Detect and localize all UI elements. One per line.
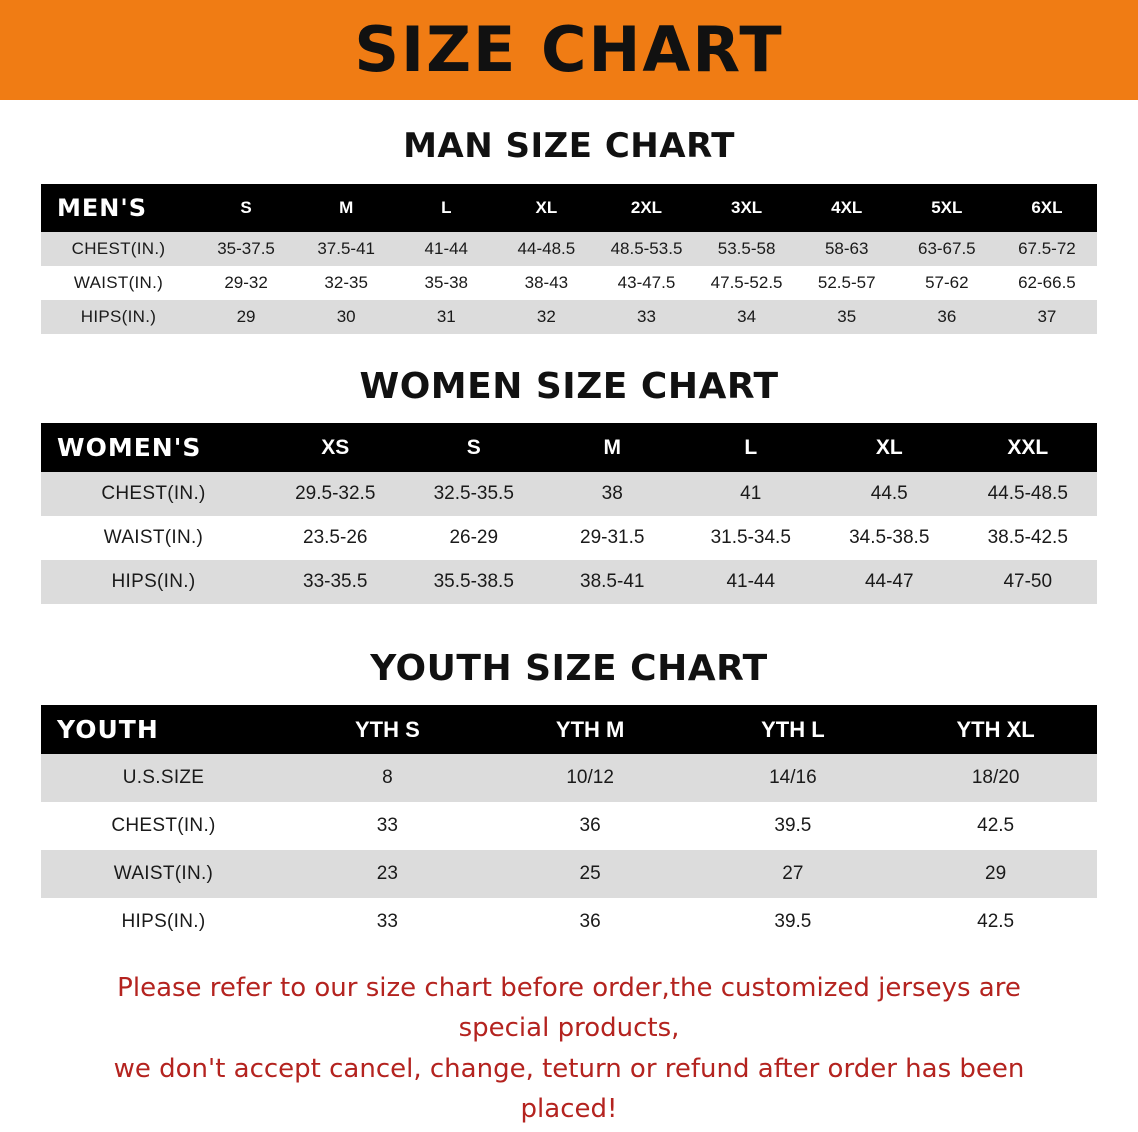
women-cell: 41-44 — [682, 560, 821, 604]
man-cell: 38-43 — [496, 266, 596, 300]
women-table-body — [41, 472, 1097, 604]
women-cell: 29-31.5 — [543, 516, 682, 560]
women-cell: 23.5-26 — [266, 516, 405, 560]
youth-cell: 23 — [286, 850, 489, 898]
youth-cell: 27 — [692, 850, 895, 898]
man-cell: 37.5-41 — [296, 232, 396, 266]
man-cell: 62-66.5 — [997, 266, 1097, 300]
women-table-wrapper — [41, 423, 1097, 604]
women-header-cell: M — [603, 435, 621, 459]
man-header-cell: 6XL — [1031, 198, 1063, 217]
youth-cell: 33 — [286, 898, 489, 946]
youth-header-cell: YTH S — [354, 716, 420, 742]
table-header-row — [41, 705, 1097, 754]
man-cell: 37 — [997, 300, 1097, 334]
youth-table-header — [41, 705, 1097, 754]
women-cell: 33-35.5 — [266, 560, 405, 604]
women-cell: 29.5-32.5 — [266, 472, 405, 516]
women-cell: 35.5-38.5 — [405, 560, 544, 604]
youth-cell: 42.5 — [894, 802, 1097, 850]
table-header-row — [41, 184, 1097, 232]
youth-size-table — [41, 705, 1097, 946]
man-cell: 35-37.5 — [196, 232, 296, 266]
table-row — [41, 516, 1097, 560]
disclaimer-line-1: Please refer to our size chart before order,the customized jerseys are special products, — [117, 973, 1021, 1044]
disclaimer-note — [69, 968, 1069, 1129]
man-header-cell: S — [240, 198, 252, 217]
youth-header-cell: YTH M — [555, 716, 625, 742]
youth-row-label: WAIST(IN.) — [41, 850, 286, 898]
table-row — [41, 472, 1097, 516]
man-cell: 67.5-72 — [997, 232, 1097, 266]
women-cell: 41 — [682, 472, 821, 516]
man-row-label: CHEST(IN.) — [41, 232, 196, 266]
women-cell: 32.5-35.5 — [405, 472, 544, 516]
banner — [0, 0, 1138, 100]
women-cell: 44-47 — [820, 560, 959, 604]
man-cell: 44-48.5 — [496, 232, 596, 266]
man-size-table — [41, 184, 1097, 334]
table-row — [41, 560, 1097, 604]
youth-header-cell: YTH L — [761, 716, 825, 742]
youth-cell: 10/12 — [489, 754, 692, 802]
man-table-wrapper — [41, 184, 1097, 334]
women-cell: 26-29 — [405, 516, 544, 560]
man-cell: 33 — [596, 300, 696, 334]
man-header-cell: M — [339, 198, 354, 217]
youth-table-wrapper — [41, 705, 1097, 946]
youth-cell: 14/16 — [692, 754, 895, 802]
women-header-cell: S — [466, 435, 481, 459]
youth-cell: 33 — [286, 802, 489, 850]
women-cell: 38.5-42.5 — [959, 516, 1098, 560]
man-cell: 52.5-57 — [797, 266, 897, 300]
man-cell: 36 — [897, 300, 997, 334]
women-header-cell: L — [744, 435, 758, 459]
man-cell: 32-35 — [296, 266, 396, 300]
table-row — [41, 300, 1097, 334]
youth-cell: 39.5 — [692, 802, 895, 850]
man-cell: 32 — [496, 300, 596, 334]
women-row-label: WAIST(IN.) — [41, 516, 266, 560]
man-cell: 58-63 — [797, 232, 897, 266]
man-header-cell: XL — [535, 198, 558, 217]
man-cell: 41-44 — [396, 232, 496, 266]
youth-cell: 18/20 — [894, 754, 1097, 802]
youth-cell: 42.5 — [894, 898, 1097, 946]
man-header-cell: 2XL — [630, 198, 663, 217]
women-header-rowlabel: WOMEN'S — [57, 433, 202, 462]
man-row-label: HIPS(IN.) — [41, 300, 196, 334]
man-cell: 48.5-53.5 — [596, 232, 696, 266]
women-cell: 31.5-34.5 — [682, 516, 821, 560]
man-cell: 43-47.5 — [596, 266, 696, 300]
youth-cell: 8 — [286, 754, 489, 802]
women-cell: 38 — [543, 472, 682, 516]
man-cell: 29-32 — [196, 266, 296, 300]
man-cell: 63-67.5 — [897, 232, 997, 266]
man-header-cell: 4XL — [831, 198, 863, 217]
women-row-label: HIPS(IN.) — [41, 560, 266, 604]
table-header-row — [41, 423, 1097, 472]
women-row-label: CHEST(IN.) — [41, 472, 266, 516]
man-header-cell: 3XL — [731, 198, 763, 217]
man-cell: 57-62 — [897, 266, 997, 300]
women-header-cell: XXL — [1007, 435, 1049, 459]
table-row — [41, 266, 1097, 300]
man-row-label: WAIST(IN.) — [41, 266, 196, 300]
women-cell: 47-50 — [959, 560, 1098, 604]
women-cell: 44.5 — [820, 472, 959, 516]
table-row — [41, 232, 1097, 266]
women-cell: 38.5-41 — [543, 560, 682, 604]
man-cell: 30 — [296, 300, 396, 334]
banner-title: SIZE CHART — [354, 13, 784, 86]
youth-cell: 39.5 — [692, 898, 895, 946]
man-cell: 31 — [396, 300, 496, 334]
man-cell: 29 — [196, 300, 296, 334]
youth-table-body — [41, 754, 1097, 946]
man-table-header — [41, 184, 1097, 232]
youth-row-label: CHEST(IN.) — [41, 802, 286, 850]
man-header-rowlabel: MEN'S — [57, 194, 147, 222]
youth-cell: 29 — [894, 850, 1097, 898]
man-table-body — [41, 232, 1097, 334]
man-cell: 34 — [697, 300, 797, 334]
women-header-cell: XL — [875, 435, 903, 459]
women-section-heading: WOMEN SIZE CHART — [359, 366, 779, 407]
table-row — [41, 898, 1097, 946]
disclaimer-line-2: we don't accept cancel, change, teturn or refund after order has been placed! — [113, 1053, 1025, 1124]
women-header-cell: XS — [321, 435, 350, 459]
women-cell: 34.5-38.5 — [820, 516, 959, 560]
man-section-heading: MAN SIZE CHART — [403, 126, 735, 166]
women-cell: 44.5-48.5 — [959, 472, 1098, 516]
table-row — [41, 754, 1097, 802]
man-header-cell: L — [441, 198, 452, 217]
youth-row-label: U.S.SIZE — [41, 754, 286, 802]
man-header-cell: 5XL — [931, 198, 963, 217]
youth-row-label: HIPS(IN.) — [41, 898, 286, 946]
man-cell: 35 — [797, 300, 897, 334]
youth-section-heading: YOUTH SIZE CHART — [370, 648, 768, 689]
man-cell: 35-38 — [396, 266, 496, 300]
man-cell: 47.5-52.5 — [697, 266, 797, 300]
table-row — [41, 850, 1097, 898]
women-table-header — [41, 423, 1097, 472]
youth-header-cell: YTH XL — [956, 716, 1035, 742]
youth-cell: 36 — [489, 802, 692, 850]
man-cell: 53.5-58 — [697, 232, 797, 266]
youth-header-rowlabel: YOUTH — [57, 715, 159, 744]
table-row — [41, 802, 1097, 850]
women-size-table — [41, 423, 1097, 604]
youth-cell: 25 — [489, 850, 692, 898]
youth-cell: 36 — [489, 898, 692, 946]
